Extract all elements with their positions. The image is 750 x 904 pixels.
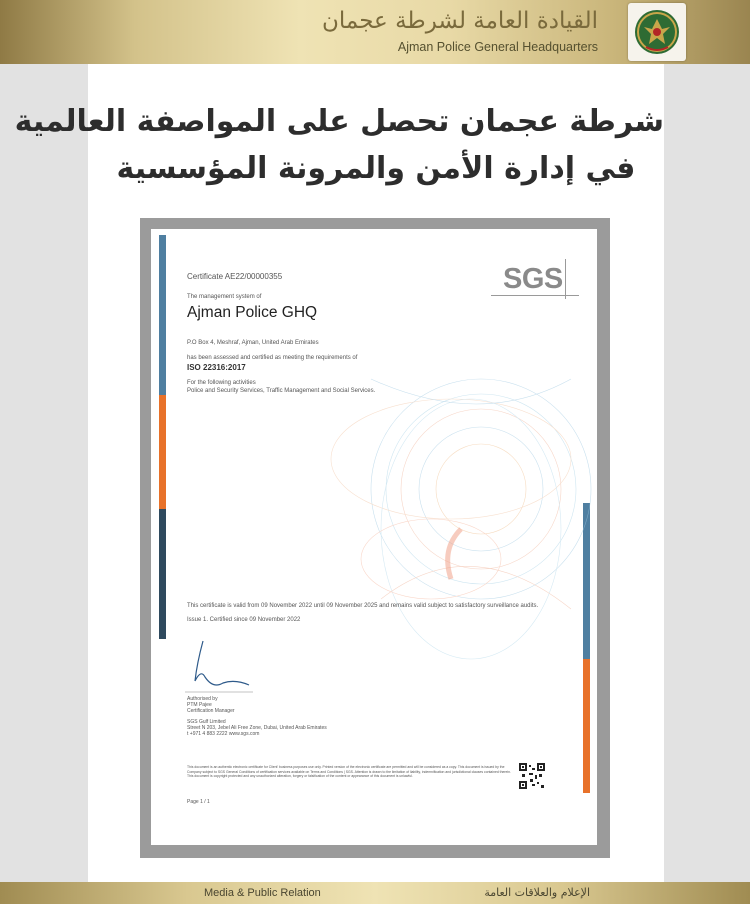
certificate-number: Certificate AE22/00000355 xyxy=(187,272,283,281)
org-name-english: Ajman Police General Headquarters xyxy=(397,40,598,54)
sgs-logo: SGS xyxy=(503,263,563,295)
sgs-logo-divider xyxy=(565,259,566,299)
organization-name: Ajman Police GHQ xyxy=(187,304,318,321)
company-name: SGS Gulf Limited xyxy=(187,719,226,725)
company-address: Street N 203, Jebel Ali Free Zone, Dubai, United Arab Emirates xyxy=(187,725,327,731)
eagle-emblem-icon xyxy=(632,7,682,57)
headline-line-1: شرطة عجمان تحصل على المواصفة العالمية xyxy=(14,104,664,139)
issue-statement: Issue 1. Certified since 09 November 2022 xyxy=(187,617,301,623)
page-number: Page 1 / 1 xyxy=(187,799,210,805)
footer-bar xyxy=(0,882,750,904)
activities-intro: For the following activities xyxy=(187,380,256,386)
footer-english: Media & Public Relation xyxy=(204,887,321,899)
signature-icon xyxy=(183,639,253,694)
management-system-label: The management system of xyxy=(187,294,262,300)
header-bar xyxy=(0,0,750,64)
police-emblem xyxy=(628,3,686,61)
validity-statement: This certificate is valid from 09 November 2022 until 09 November 2025 and remains valid subject to satisfactory surveillance audits. xyxy=(187,603,539,609)
footer-arabic: الإعلام والعلاقات العامة xyxy=(484,886,590,899)
certificate-document xyxy=(151,229,597,845)
activities-list: Police and Security Services, Traffic Management and Social Services. xyxy=(187,388,376,394)
signatory-title: Certification Manager xyxy=(187,708,235,714)
organization-address: P.O Box 4, Meshraf, Ajman, United Arab Emirates xyxy=(187,340,319,346)
org-name-arabic: القيادة العامة لشرطة عجمان xyxy=(322,8,598,34)
signatory-name: PTM Pajee xyxy=(187,702,212,708)
authorized-label: Authorised by xyxy=(187,696,218,702)
assessed-statement: has been assessed and certified as meeting the requirements of xyxy=(187,355,358,361)
legal-disclaimer: This document is an authentic electronic certificate for Client' business purposes use only. Printed version of the electronic certificate are permitted and will be considered as a copy. This document is issued by the Company subject to SGS General Conditions of certification services available on Terms and Conditions | SGS. Attention is drawn to the limitation of liability, indemnification and jurisdictional clauses contained therein. This document is copyright protected and any unauthorized alteration, forgery or falsification of the content or appearance of this document is unlawful. xyxy=(187,765,511,779)
qr-code-icon xyxy=(519,763,545,789)
iso-standard: ISO 22316:2017 xyxy=(187,363,246,372)
headline-line-2: في إدارة الأمن والمرونة المؤسسية xyxy=(116,151,636,186)
company-contact: t +971 4 883 2222 www.sgs.com xyxy=(187,731,260,737)
